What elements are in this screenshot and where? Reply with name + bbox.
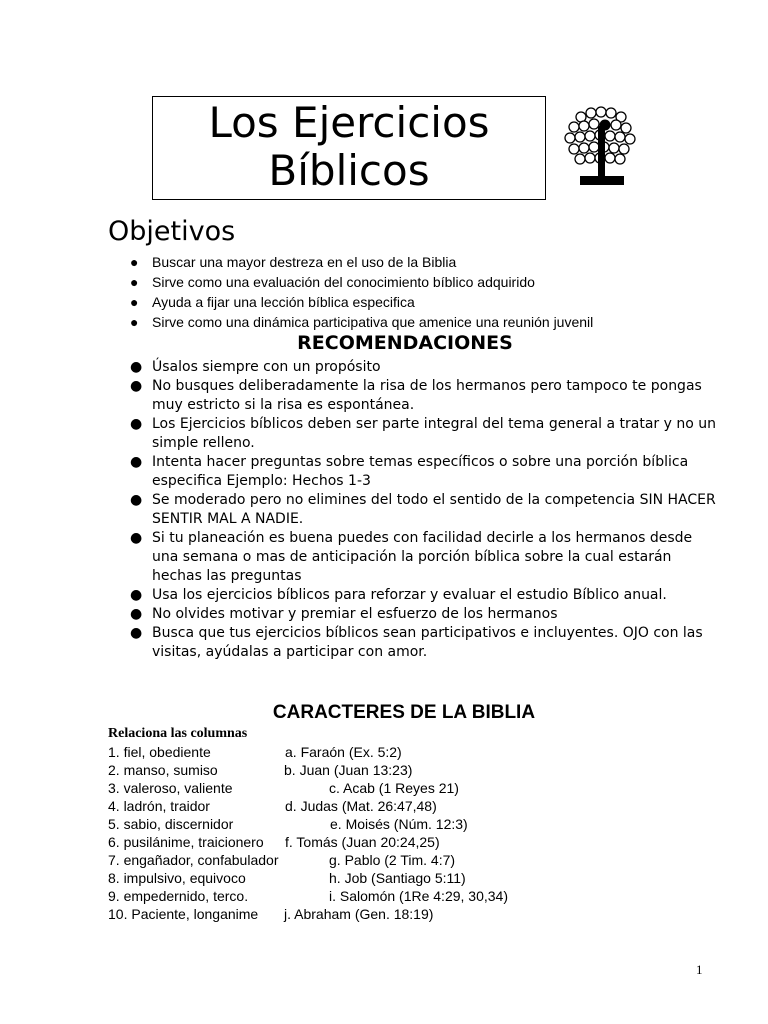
bullet-icon: ● [130, 606, 143, 622]
bullet-icon: ● [130, 454, 143, 470]
objetivos-list [128, 252, 593, 332]
title-box [152, 96, 546, 200]
bullet-icon: ● [130, 625, 143, 641]
bullet-icon: ● [130, 254, 139, 270]
list-item: ● Busca que tus ejercicios bíblicos sean participativos e incluyentes. OJO con las visitas, ayúdalas a participar con amor. [130, 625, 703, 660]
list-item: ● Usa los ejercicios bíblicos para reforzar y evaluar el estudio Bíblico anual. [130, 587, 667, 603]
bullet-icon: ● [130, 530, 143, 546]
bullet-icon: ● [130, 416, 143, 432]
caracteres-heading: CARACTERES DE LA BIBLIA [272, 702, 536, 723]
bullet-icon: ● [130, 359, 143, 375]
list-item: ● Si tu planeación es buena puedes con facilidad decirle a los hermanos desde una semana o mas de anticipación la porción bíblica sobre la cual estarán hechas las preguntas [130, 530, 693, 584]
list-item: ● Se moderado pero no elimines del todo el sentido de la competencia SIN HACER SENTIR MAL A NADIE. [130, 492, 716, 527]
relaciona-subheading: Relaciona las columnas [108, 726, 248, 741]
list-item: ● Los Ejercicios bíblicos deben ser parte integral del tema general a tratar y no un simple relleno. [130, 416, 716, 451]
list-item: ● Sirve como una dinámica participativa que amenice una reunión juvenil [130, 314, 594, 330]
bullet-icon: ● [130, 587, 143, 603]
bullet-icon: ● [130, 492, 143, 508]
page-title-line-1: Los Ejercicios [208, 98, 490, 147]
bullet-icon: ● [130, 314, 139, 330]
bullet-icon: ● [130, 294, 139, 310]
tree-icon [560, 104, 640, 200]
list-item: ● No busques deliberadamente la risa de los hermanos pero tampoco te pongas muy estricto si la risa es espontánea. [130, 378, 702, 413]
bullet-icon: ● [130, 274, 139, 290]
list-item: ● Sirve como una evaluación del conocimiento bíblico adquirido [130, 274, 535, 290]
list-item: ● No olvides motivar y premiar el esfuerzo de los hermanos [130, 606, 558, 622]
objetivos-heading: Objetivos [108, 216, 236, 247]
page-title-line-2: Bíblicos [268, 146, 430, 195]
list-item: ● Intenta hacer preguntas sobre temas específicos o sobre una porción bíblica especifica Ejemplo: Hechos 1-3 [130, 454, 689, 489]
page-number: 1 [696, 962, 703, 977]
list-item: ● Ayuda a fijar una lección bíblica especifica [130, 294, 415, 310]
recomendaciones-list [128, 358, 718, 662]
list-item: ● Buscar una mayor destreza en el uso de la Biblia [130, 254, 457, 270]
recomendaciones-heading: RECOMENDACIONES [297, 332, 513, 354]
bullet-icon: ● [130, 378, 143, 394]
list-item: ● Úsalos siempre con un propósito [130, 359, 381, 375]
